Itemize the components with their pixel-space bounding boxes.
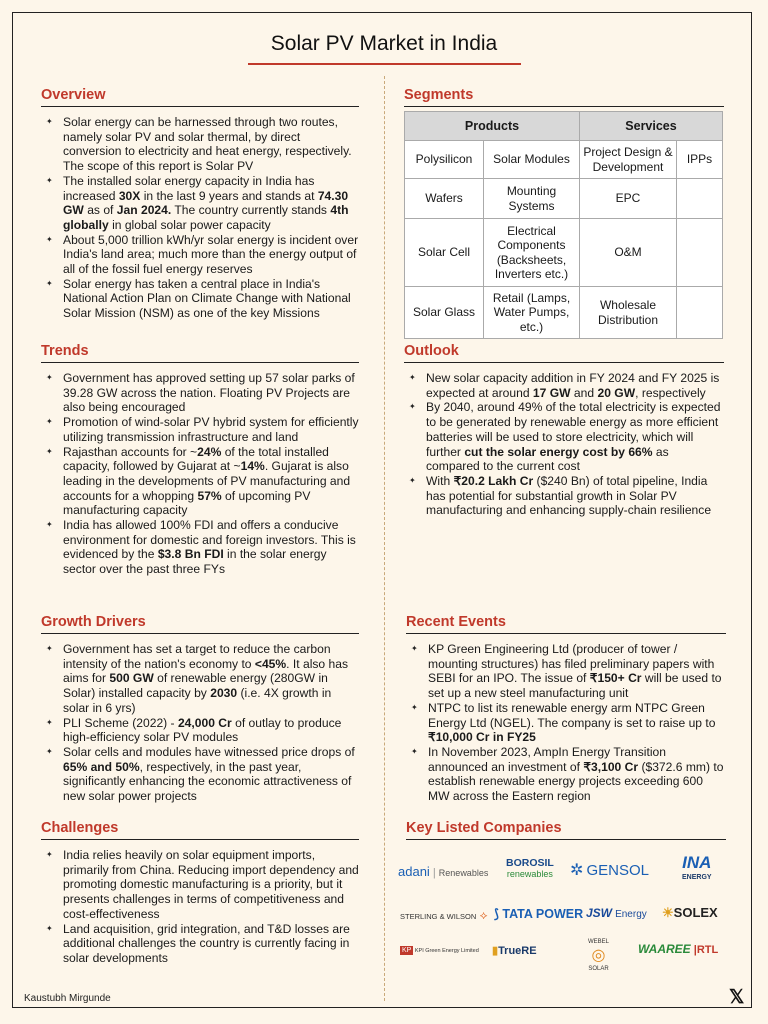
page-title: Solar PV Market in India [270,32,498,55]
overview-section [41,86,359,321]
list-item: ✦ Rajasthan accounts for ~24% of the total installed capacity, followed by Gujarat at ~14%. Gujarat is also leading in the developments of PV manufacturing and accounts for a whopping 57% of upcoming PV manufacturing capacity [41,445,359,519]
table-cell [677,287,723,339]
sterling-wilson-logo: STERLING & WILSON ⟡ [400,908,488,922]
segments-rule [404,106,724,107]
gensol-logo: ✲ GENSOL [570,862,649,879]
list-item: ✦ New solar capacity addition in FY 2024 and FY 2025 is expected at around 17 GW and 20 GW, respectively [404,371,724,400]
inox-logo: INA ENERGY [682,853,712,881]
challenges-section [41,819,359,966]
solex-logo: ☀SOLEX [662,905,718,920]
key-companies-heading: Key Listed Companies [406,820,562,836]
author-name: Kaustubh Mirgunde [24,993,111,1004]
truere-logo: ▮TrueRE [492,945,537,957]
list-item: ✦ Promotion of wind-solar PV hybrid system for efficiently utilizing transmission infrastructure and land [41,415,359,444]
list-item: ✦ Solar energy can be harnessed through two routes, namely solar PV and solar thermal, by direct conversion to electricity and heat energy, respectively. The scope of this report is Solar PV [41,115,359,174]
table-cell: O&M [580,219,677,287]
adani-logo: adani | Renewables [398,864,489,879]
list-item: ✦ By 2040, around 49% of the total electricity is expected to be generated by renewable energy as more efficient batteries will be used to store electricity, which will further cut the solar energy cost by 66% as compared to the current cost [404,400,724,474]
table-cell: Wafers [405,179,484,219]
table-row [405,179,723,219]
table-cell: IPPs [677,141,723,179]
table-cell: Wholesale Distribution [580,287,677,339]
waaree-logo: WAAREE |RTL [638,942,719,956]
recent-events-heading: Recent Events [406,614,506,630]
growth-drivers-section [41,613,359,804]
table-cell [677,219,723,287]
recent-events-list [406,642,726,804]
list-item: ✦ India relies heavily on solar equipment imports, primarily from China. Reducing import dependency and promoting domestic manufacturing is a priority, but it presents challenges in terms of competitiveness and cost-effectiveness [41,848,359,922]
table-cell: Electrical Components (Backsheets, Inverters etc.) [484,219,580,287]
list-item: ✦ About 5,000 trillion kWh/yr solar energy is incident over India's land area; much more than the energy output of all of the fossil fuel energy reserves [41,233,359,277]
recent-events-section [406,613,726,804]
trends-section [41,342,359,577]
borosil-logo: BOROSIL renewables [506,857,554,879]
list-item: ✦ With ₹20.2 Lakh Cr ($240 Bn) of total pipeline, India has potential for substantial growth in Solar PV manufacturing and enhancing supply-chain resilience [404,474,724,518]
growth-drivers-list [41,642,359,804]
company-logos [398,854,728,982]
x-logo-icon: 𝕏 [729,987,745,1008]
list-item: ✦ Land acquisition, grid integration, and T&D losses are additional challenges the country is currently facing in solar developments [41,922,359,966]
list-item: ✦ The installed solar energy capacity in India has increased 30X in the last 9 years and stands at 74.30 GW as of Jan 2024. The country currently stands 4th globally in global solar power capacity [41,174,359,233]
table-cell [677,179,723,219]
outlook-heading: Outlook [404,343,459,359]
list-item: ✦ Government has set a target to reduce the carbon intensity of the nation's economy to <45%. It also has aims for 500 GW of renewable energy (280GW in Solar) installed capacity by 2030 (i.e. 4X growth in solar in 6 yrs) [41,642,359,716]
challenges-heading: Challenges [41,820,119,836]
overview-heading: Overview [41,87,106,103]
title-underline [248,63,521,65]
segments-table [404,111,723,339]
services-header: Services [580,112,723,141]
growth-drivers-heading: Growth Drivers [41,614,146,630]
overview-list [41,115,359,321]
segments-header-row [405,112,723,141]
list-item: ✦ PLI Scheme (2022) - 24,000 Cr of outlay to produce high-efficiency solar PV modules [41,716,359,745]
list-item: ✦ NTPC to list its renewable energy arm NTPC Green Energy Ltd (NGEL). The company is set to raise up to ₹10,000 Cr in FY25 [406,701,726,745]
list-item: ✦ In November 2023, AmpIn Energy Transition announced an investment of ₹3,100 Cr ($372.6 mm) to establish renewable energy projects exceeding 600 MW across the Eastern region [406,745,726,804]
challenges-rule [41,839,359,840]
table-cell: Solar Modules [484,141,580,179]
recent-events-rule [406,633,726,634]
list-item: ✦ Government has approved setting up 57 solar parks of 39.28 GW across the nation. Floating PV Projects are also being encouraged [41,371,359,415]
table-row [405,287,723,339]
products-header: Products [405,112,580,141]
outlook-section [404,342,724,518]
column-divider [384,76,385,1001]
list-item: ✦ Solar energy has taken a central place in India's National Action Plan on Climate Change with National Solar Mission (NSM) as one of the key Missions [41,277,359,321]
key-companies-section [406,819,726,848]
table-cell: Project Design & Development [580,141,677,179]
challenges-list [41,848,359,966]
table-cell: Mounting Systems [484,179,580,219]
list-item: ✦ KP Green Engineering Ltd (producer of tower / mounting structures) has filed preliminary papers with SEBI for an IPO. The issue of ₹150+ Cr will be used to set up a new steel manufacturing unit [406,642,726,701]
overview-rule [41,106,359,107]
table-cell: Solar Cell [405,219,484,287]
outlook-list [404,371,724,518]
kpi-green-logo: KP KPI Green Energy Limited [402,947,479,954]
growth-drivers-rule [41,633,359,634]
star-icon: ✲ [570,862,584,879]
table-cell: Retail (Lamps, Water Pumps, etc.) [484,287,580,339]
list-item: ✦ Solar cells and modules have witnessed price drops of 65% and 50%, respectively, in the past year, significantly enhancing the economic attractiveness of new solar power projects [41,745,359,804]
websol-logo: WEBEL ◎ SOLAR [588,939,610,972]
tata-power-logo: ⟆ TATA POWER [494,907,584,921]
outlook-rule [404,362,724,363]
trends-rule [41,362,359,363]
trends-list [41,371,359,577]
jsw-energy-logo: JSW Energy [586,906,647,920]
segments-section [404,86,724,339]
table-cell: Solar Glass [405,287,484,339]
table-cell: Polysilicon [405,141,484,179]
key-companies-rule [406,839,726,840]
trends-heading: Trends [41,343,89,359]
list-item: ✦ India has allowed 100% FDI and offers a conducive environment for domestic and foreign investors. This is evidenced by the $3.8 Bn FDI in the solar energy sector over the past three FYs [41,518,359,577]
table-row [405,219,723,287]
table-row [405,141,723,179]
segments-heading: Segments [404,87,474,103]
table-cell: EPC [580,179,677,219]
